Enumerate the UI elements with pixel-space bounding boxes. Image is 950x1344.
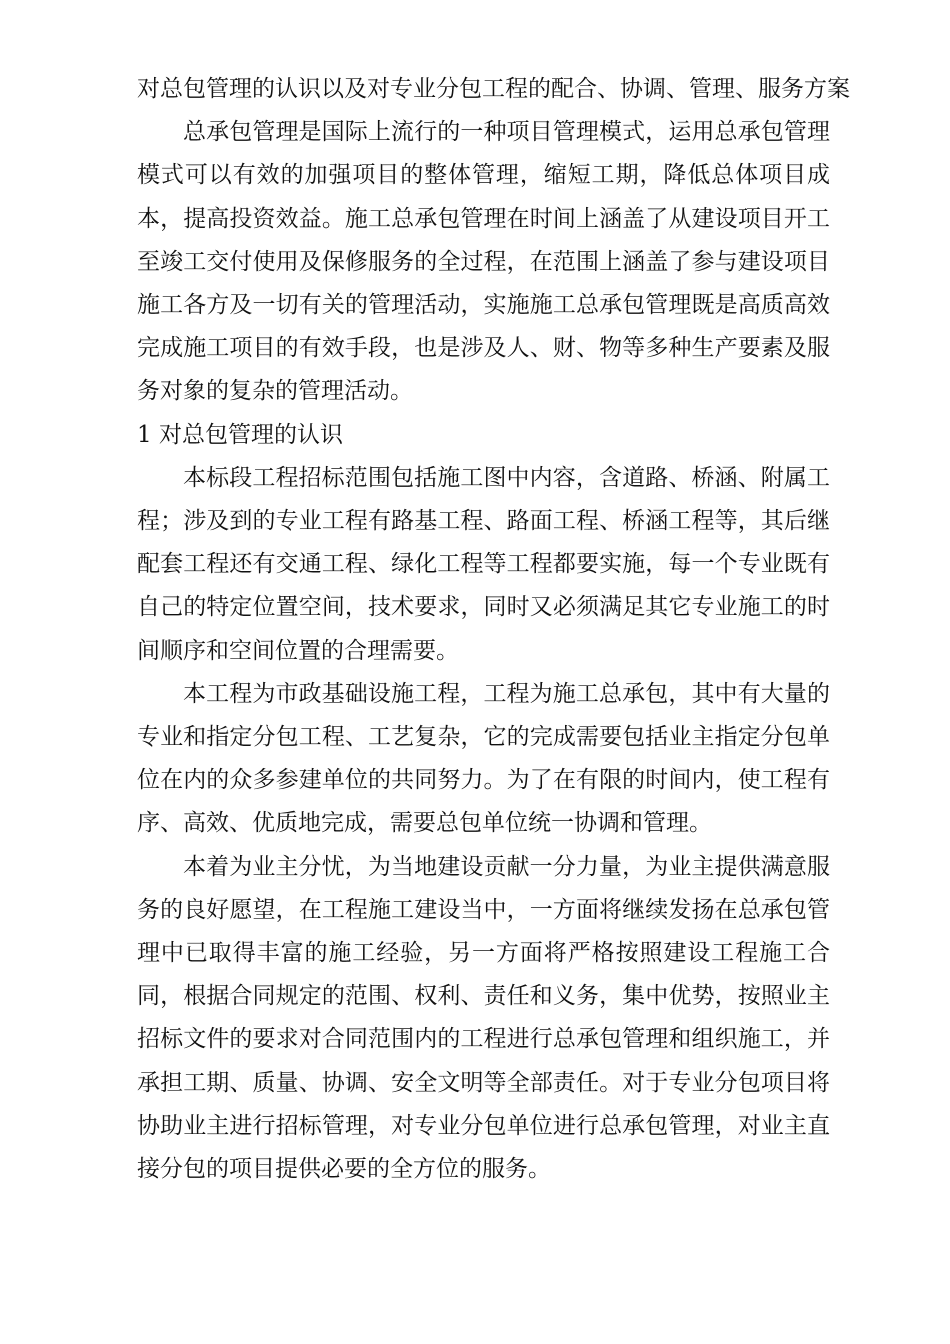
document-title: 对总包管理的认识以及对专业分包工程的配合、协调、管理、服务方案	[137, 76, 850, 102]
intro-paragraph: 总承包管理是国际上流行的一种项目管理模式，运用总承包管理模式可以有效的加强项目的整体管理，缩短工期，降低总体项目成本，提高投资效益。施工总承包管理在时间上涵盖了从建设项目开工至竣工交付使用及保修服务的全过程，在范围上涵盖了参与建设项目施工各方及一切有关的管理活动，实施施工总承包管理既是高质高效完成施工项目的有效手段，也是涉及人、财、物等多种生产要素及服务对象的复杂的管理活动。	[137, 119, 830, 405]
section-heading: 1 对总包管理的认识	[137, 421, 343, 448]
body-paragraph-1: 本标段工程招标范围包括施工图中内容，含道路、桥涵、附属工程；涉及到的专业工程有路基工程、路面工程、桥涵工程等，其后继配套工程还有交通工程、绿化工程等工程都要实施，每一个专业既有自己的特定位置空间，技术要求，同时又必须满足其它专业施工的时间顺序和空间位置的合理需要。	[137, 464, 830, 664]
body-paragraph-2: 本工程为市政基础设施工程，工程为施工总承包，其中有大量的专业和指定分包工程、工艺复杂，它的完成需要包括业主指定分包单位在内的众多参建单位的共同努力。为了在有限的时间内，使工程有序、高效、优质地完成，需要总包单位统一协调和管理。	[137, 680, 830, 837]
body-paragraph-3: 本着为业主分忧，为当地建设贡献一分力量，为业主提供满意服务的良好愿望，在工程施工建设当中，一方面将继续发扬在总承包管理中已取得丰富的施工经验，另一方面将严格按照建设工程施工合同，根据合同规定的范围、权利、责任和义务，集中优势，按照业主招标文件的要求对合同范围内的工程进行总承包管理和组织施工，并承担工期、质量、协调、安全文明等全部责任。对于专业分包项目将协助业主进行招标管理，对专业分包单位进行总承包管理，对业主直接分包的项目提供必要的全方位的服务。	[137, 853, 830, 1183]
document-body	[137, 68, 850, 1191]
